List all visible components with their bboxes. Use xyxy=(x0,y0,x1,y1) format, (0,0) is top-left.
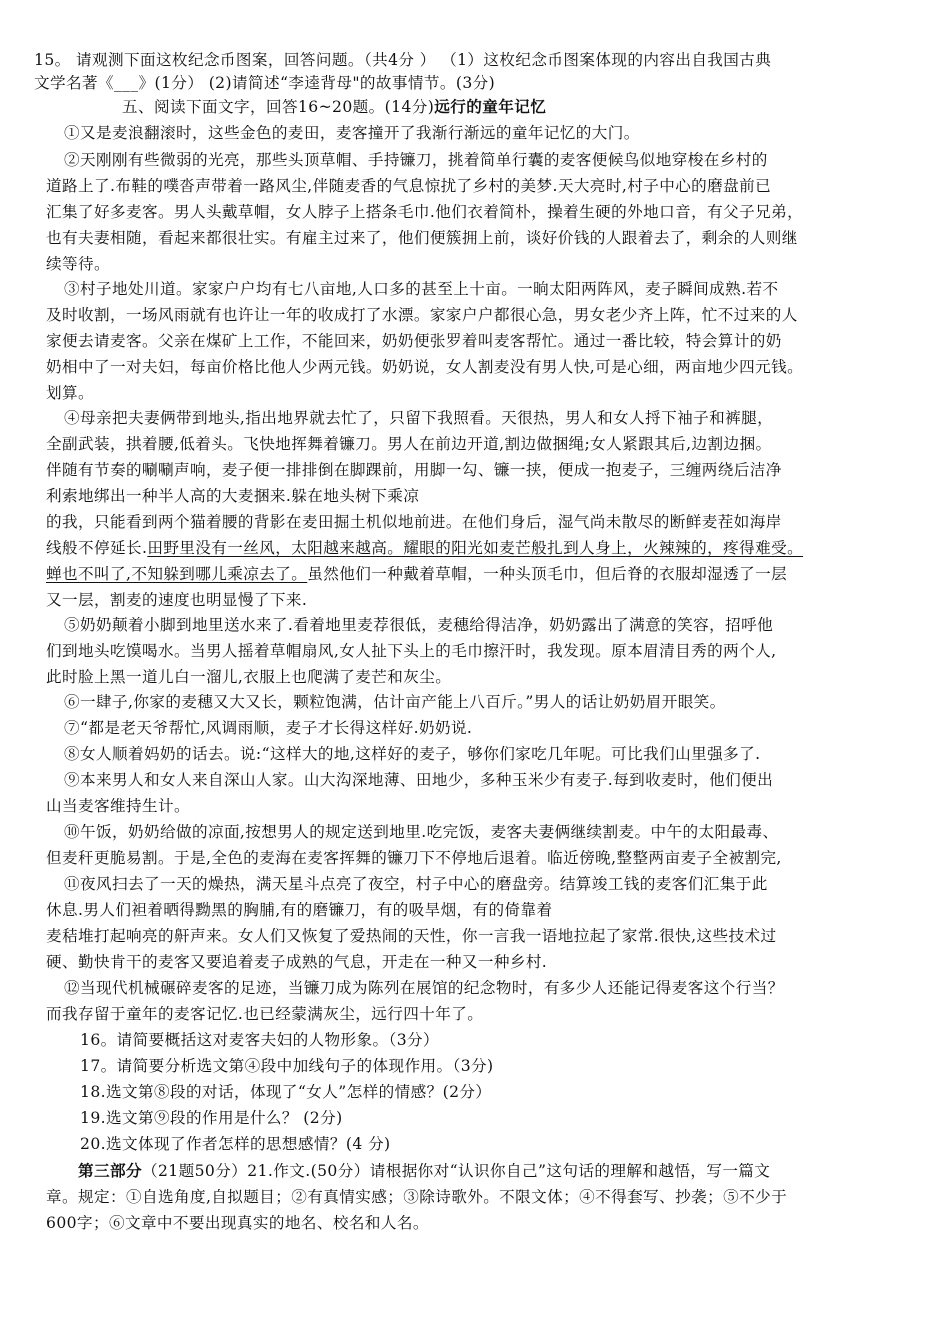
text-line: 15。 请观测下面这枚纪念币图案，回答问题。（共4分 ） （1）这枚纪念币图案体现的内容出自我国古典 xyxy=(34,51,772,69)
paragraph-1: ①又是麦浪翻滚时，这些金色的麦田，麦客撞开了我渐行渐远的童年记忆的大门。 xyxy=(64,124,640,142)
paragraph-2: ②天刚刚有些微弱的光亮，那些头顶草帽、手持镰刀，挑着简单行囊的麦客便候鸟似地穿梭在乡村的 xyxy=(64,151,768,169)
text-line: 也有夫妻相随，看起来都很壮实。有雇主过来了，他们便簇拥上前，谈好价钱的人跟着去了，剩余的人则继 xyxy=(46,229,798,247)
text-line: 汇集了好多麦客。男人头戴草帽，女人脖子上搭条毛巾.他们衣着简朴，操着生硬的外地口音，有父子兄弟， xyxy=(46,203,804,221)
text-line: 又一层，割麦的速度也明显慢了下来. xyxy=(46,591,308,609)
text-line: 们到地头吃馍喝水。当男人摇着草帽扇风,女人扯下头上的毛巾擦汗时，我发现。原本眉清目秀的两个人, xyxy=(46,642,777,660)
text-line: 全副武装，拱着腰,低着头。飞快地挥舞着镰刀。男人在前边开道,割边做捆绳;女人紧跟其后,边割边捆。 xyxy=(46,435,772,453)
text-line: 600字；⑥文章中不要出现真实的地名、校名和人名。 xyxy=(46,1214,429,1232)
question-17: 17。请简要分析选文第④段中加线句子的体现作用。（3分) xyxy=(80,1057,494,1075)
underlined-sentence: 田野里没有一丝风，太阳越来越高。耀眼的阳光如麦芒般扎到人身上，火辣辣的，疼得难受。 xyxy=(147,539,804,557)
text-segment: （21题50分）21.作文.(50分）请根据你对“认识你自己”这句话的理解和越悟，写一篇文 xyxy=(141,1162,771,1180)
text-line: 续等待。 xyxy=(46,255,110,273)
paragraph-6: ⑥一肆子,你家的麦穗又大又长，颗粒饱满，估计亩产能上八百斤。”男人的话让奶奶眉开眼笑。 xyxy=(64,693,726,711)
text-line: 章。规定：①自选角度,自拟题目；②有真情实感；③除诗歌外。不限文体；④不得套写、抄袭；⑤不少于 xyxy=(46,1188,788,1206)
text-line: 划算。 xyxy=(46,384,94,402)
text-line xyxy=(46,563,787,585)
paragraph-3: ③村子地处川道。家家户户均有七八亩地,人口多的甚至上十亩。一晌太阳两阵风，麦子瞬间成熟.若不 xyxy=(64,280,779,298)
text-line: 及时收割，一场风雨就有也许让一年的收成打了水漂。家家户户都很心急，男女老少齐上阵，忙不过来的人 xyxy=(46,306,798,324)
text-line: 道路上了.布鞋的噗沓声带着一路风尘,伴随麦香的气息惊扰了乡村的美梦.天大亮时,村子中心的磨盘前已 xyxy=(46,177,772,195)
section-heading xyxy=(122,96,546,118)
question-20: 20.选文体现了作者怎样的思想感情？(4 分) xyxy=(80,1135,391,1153)
question-19: 19.选文第⑨段的作用是什么？ (2分) xyxy=(80,1109,343,1127)
text-line: 的我，只能看到两个猫着腰的背影在麦田掘土机似地前进。在他们身后，湿气尚未散尽的断鲜麦茬如海岸 xyxy=(46,513,782,531)
question-16: 16。请简要概括这对麦客夫妇的人物形象。（3分） xyxy=(80,1031,440,1049)
paragraph-7: ⑦“都是老天爷帮忙,风调雨顺，麦子才长得这样好.奶奶说. xyxy=(64,719,473,737)
paragraph-5: ⑤奶奶颠着小脚到地里送水来了.看着地里麦荐很低，麦穗给得洁净，奶奶露出了满意的笑容，招呼他 xyxy=(64,616,774,634)
paragraph-11: ⑪夜风扫去了一天的燥热，满天星斗点亮了夜空，村子中心的磨盘旁。结算竣工钱的麦客们汇集于此 xyxy=(64,875,768,893)
question-18: 18.选文第⑧段的对话，体现了“女人”怎样的情感？(2分） xyxy=(80,1083,492,1101)
text-segment: 虽然他们一种戴着草帽，一种头顶毛巾，但后脊的衣服却湿透了一层 xyxy=(307,565,788,583)
paragraph-4: ④母亲把夫妻俩带到地头,指出地界就去忙了，只留下我照看。天很热，男人和女人捋下袖子和裤腿， xyxy=(64,409,774,427)
essay-prompt xyxy=(78,1160,770,1182)
section-instruction: 五、阅读下面文字，回答16~20题。(14分) xyxy=(122,98,435,116)
paragraph-12: ⑫当现代机械碾碎麦客的足迹，当镰刀成为陈列在展馆的纪念物时，有多少人还能记得麦客这个行当？ xyxy=(64,979,784,997)
text-segment: 线般不停延长. xyxy=(46,539,148,557)
text-line: 休息.男人们袒着晒得黝黑的胸脯,有的磨镰刀，有的吸旱烟，有的倚靠着 xyxy=(46,901,553,919)
text-line: 而我存留于童年的麦客记忆.也已经蒙满灰尘，远行四十年了。 xyxy=(46,1005,484,1023)
paragraph-9: ⑨本来男人和女人来自深山人家。山大沟深地薄、田地少，多种玉米少有麦子.每到收麦时，他们便出 xyxy=(64,771,774,789)
text-line: 利索地绑出一种半人高的大麦捆来.躲在地头树下乘凉 xyxy=(46,487,420,505)
text-line: 此时脸上黑一道儿白一溜儿,衣服上也爬满了麦芒和灰尘。 xyxy=(46,668,452,686)
text-line: 家便去请麦客。父亲在煤矿上工作，不能回来，奶奶便张罗着叫麦客帮忙。通过一番比较，特会算计的奶 xyxy=(46,332,782,350)
text-line: 文学名著《___》(1分） (2)请简述“李逵背母"的故事情节。(3分) xyxy=(34,74,496,92)
underlined-sentence: 蝉也不叫了,不知躲到哪儿乘凉去了。 xyxy=(46,565,308,583)
text-line: 硬、勤快肯干的麦客又要追着麦子成熟的气息，开走在一种又一种乡村. xyxy=(46,953,548,971)
paragraph-8: ⑧女人顺着妈奶的话去。说:“这样大的地,这样好的麦子，够你们家吃几年呢。可比我们山里强多了. xyxy=(64,745,761,763)
text-line: 山当麦客维持生计。 xyxy=(46,797,190,815)
paragraph-10: ⑩午饭，奶奶给做的凉面,按想男人的规定送到地里.吃完饭，麦客夫妻俩继续割麦。中午的太阳最毒、 xyxy=(64,823,779,841)
part-three-label: 第三部分 xyxy=(78,1161,142,1180)
text-line: 奶相中了一对夫妇，每亩价格比他人少两元钱。奶奶说，女人割麦没有男人快,可是心细，两亩地少四元钱。 xyxy=(46,358,804,376)
text-line: 麦秸堆打起响亮的鼾声来。女人们又恢复了爱热闹的天性，你一言我一语地拉起了家常.很快,这些技术过 xyxy=(46,927,777,945)
text-line: 伴随有节奏的唰唰声响，麦子便一排排倒在脚踝前，用脚一勾、镰一挟，便成一抱麦子，三缠两绕后洁净 xyxy=(46,461,782,479)
article-title: 远行的童年记忆 xyxy=(434,97,547,116)
text-line: 但麦秆更脆易割。于是,全色的麦海在麦客挥舞的镰刀下不停地后退着。临近傍晚,整整两亩麦子全被割完, xyxy=(46,849,782,867)
text-line xyxy=(46,537,803,559)
